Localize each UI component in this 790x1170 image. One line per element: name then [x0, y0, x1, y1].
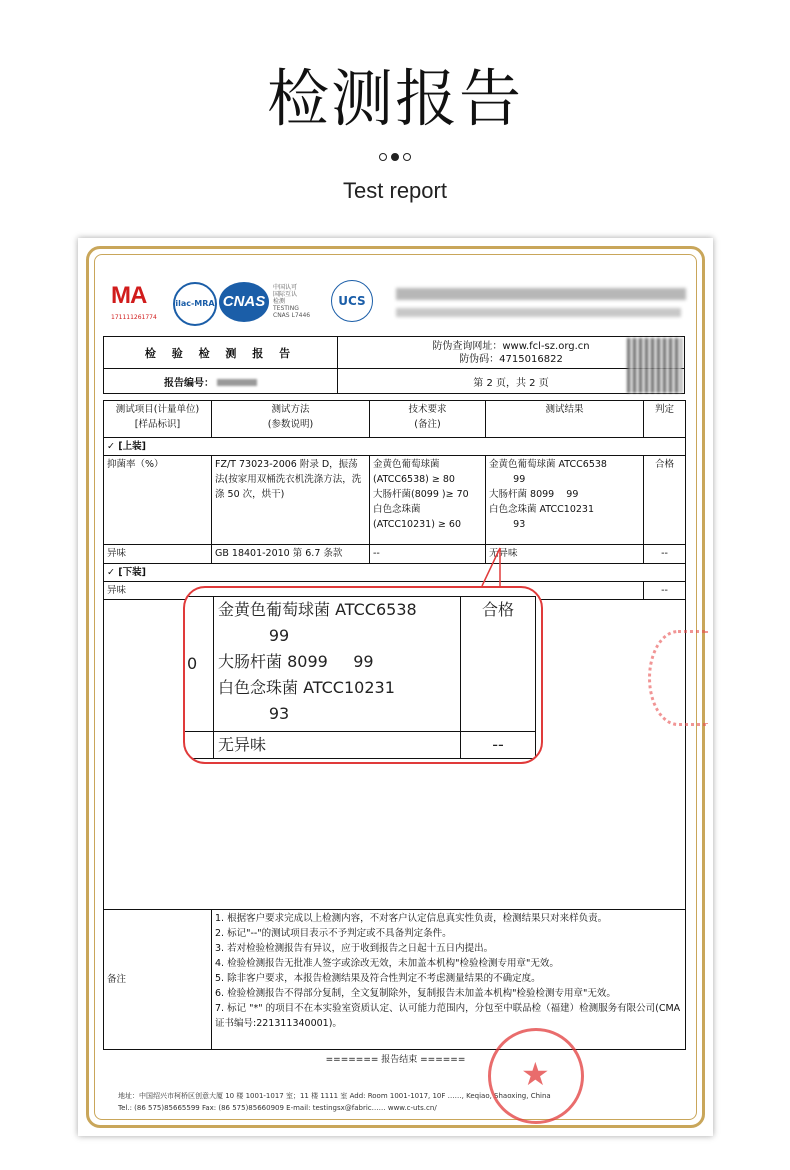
cell-verdict: --: [644, 581, 686, 599]
col-header-result: 测试结果: [486, 401, 644, 438]
page-indicator: 第 2 页，共 2 页: [338, 369, 685, 394]
verify-code: 防伪码：4715016822: [459, 353, 563, 365]
zoom-callout: [183, 586, 543, 764]
col-header-requirement: 技术要求 (备注): [370, 401, 486, 438]
remark-item: 6. 检验检测报告不得部分复制，全文复制除外，复制报告未加盖本机构"检验检测专用章"无效。: [215, 987, 616, 999]
cell-requirement: 金黄色葡萄球菌(ATCC6538) ≥ 80 大肠杆菌(8099 )≥ 70 白色念珠菌(ATCC10231) ≥ 60: [370, 455, 486, 544]
verify-url: 防伪查询网址：www.fcl-sz.org.cn: [432, 340, 590, 352]
report-number-label: 报告编号：: [164, 377, 214, 389]
cell-item: 抑菌率（%）: [104, 455, 212, 544]
remark-item: 3. 若对检验检测报告有异议，应于收到报告之日起十五日内提出。: [215, 942, 494, 954]
footer-contact-line: Tel.: (86 575)85665599 Fax: (86 575)85660909 E-mail: testingsx@fabric…… www.c-uts.cn/: [118, 1104, 437, 1112]
remark-item: 2. 标记"--"的测试项目表示不予判定或不具备判定条件。: [215, 927, 452, 939]
col-header-item: 测试项目(计量单位) [样品标识]: [104, 401, 212, 438]
report-end: ======= 报告结束 ======: [325, 1055, 466, 1065]
col-header-verdict: 判定: [644, 401, 686, 438]
page-subtitle: Test report: [343, 178, 447, 203]
zoom-verdict: 合格: [461, 597, 536, 732]
remarks-label: 备注: [104, 909, 212, 1049]
cma-number: 171111261774: [111, 314, 157, 321]
cell-item: 异味: [104, 581, 644, 599]
ilac-mra-logo: ilac-MRA: [173, 282, 217, 326]
remark-item: 4. 检验检测报告无批准人签字或涂改无效，未加盖本机构"检验检测专用章"无效。: [215, 957, 559, 969]
cell-result: 无异味: [486, 545, 644, 563]
zoom-odor: 无异味: [214, 732, 461, 759]
red-seal-stamp: [488, 1028, 584, 1124]
red-seal-partial: [648, 630, 708, 726]
page-title: 检测报告: [266, 62, 523, 135]
cell-result: 金黄色葡萄球菌 ATCC6538 99 大肠杆菌 8099 99 白色念珠菌 ATCC10231 93: [486, 455, 644, 544]
remark-item: 7. 标记 "*" 的项目不在本实验室资质认定、认可能力范围内，分包至中联品检（福建）检测服务有限公司(CMA 证书编号:221311340001)。: [215, 1002, 681, 1029]
cell-method: FZ/T 73023-2006 附录 D，振荡法(按家用双桶洗衣机洗涤方法，洗涤 50 次，烘干): [212, 455, 370, 544]
cma-logo: MA: [111, 282, 147, 309]
zoom-odor-verdict: --: [461, 732, 536, 759]
section-upper: ✓ [上装]: [104, 437, 686, 455]
zoom-left-fragment: 0: [183, 597, 214, 732]
cell-verdict: --: [644, 545, 686, 563]
cnas-text: 中国认可 国际互认 检测 TESTING CNAS L7446: [273, 284, 311, 319]
zoom-result: 金黄色葡萄球菌 ATCC6538 99 大肠杆菌 8099 99 白色念珠菌 ATCC10231 93: [214, 597, 461, 732]
col-header-method: 测试方法 (参数说明): [212, 401, 370, 438]
cell-requirement: --: [370, 545, 486, 563]
cell-item: 异味: [104, 545, 212, 563]
remark-item: 1. 根据客户要求完成以上检测内容，不对客户认定信息真实性负责，检测结果只对来样负责。: [215, 912, 608, 924]
remark-item: 5. 除非客户要求，本报告检测结果及符合性判定不考虑测量结果的不确定度。: [215, 972, 541, 984]
cell-verdict: 合格: [644, 455, 686, 544]
cell-method: GB 18401-2010 第 6.7 条款: [212, 545, 370, 563]
section-lower: ✓ [下装]: [104, 563, 686, 581]
footer-address-line: 地址：中国绍兴市柯桥区创意大厦 10 楼 1001-1017 室；11 楼 1111 室 Add: Room 1001-1017, 10F ……, Keqiao, Shaoxing, China: [118, 1092, 551, 1100]
cnas-logo: CNAS: [219, 282, 269, 322]
star-icon: ★: [521, 1055, 550, 1093]
report-title: 检 验 检 测 报 告: [104, 337, 338, 369]
ucs-logo: UCS: [331, 280, 373, 322]
